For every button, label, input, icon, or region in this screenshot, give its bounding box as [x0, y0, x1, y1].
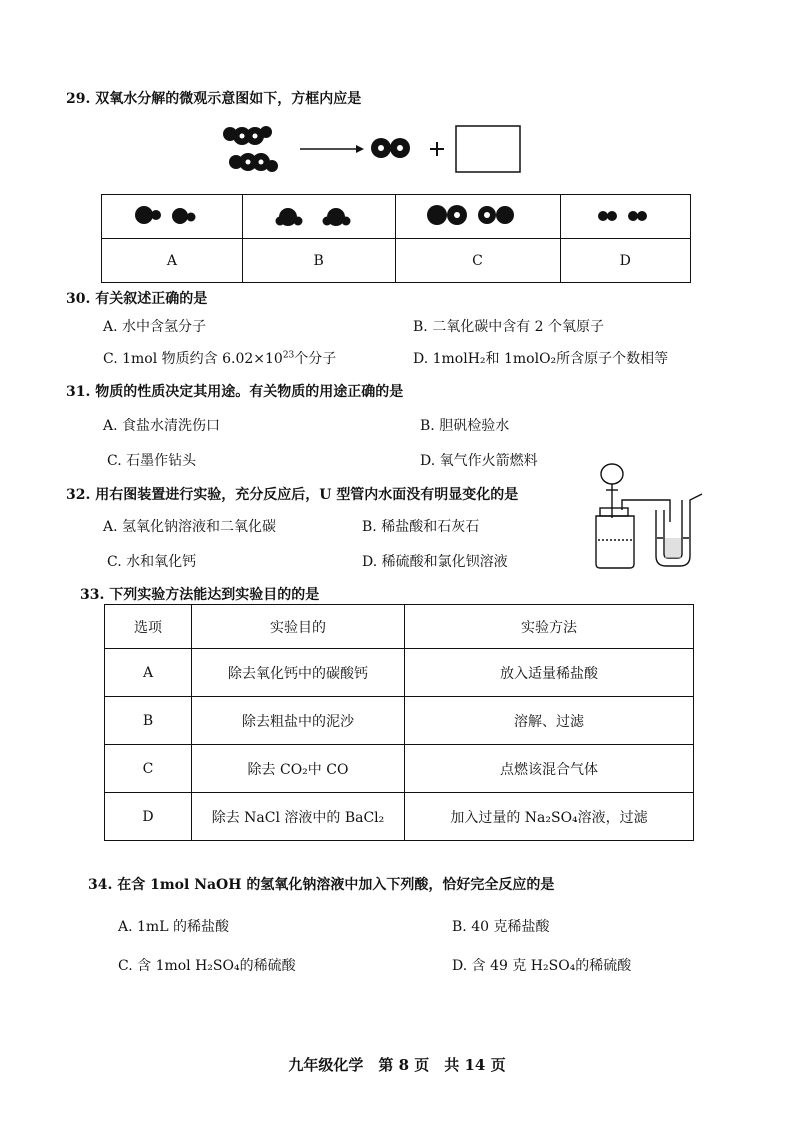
table-row: [105, 697, 694, 745]
h2o2-molecules-icon: [223, 126, 278, 172]
option-label: D: [560, 239, 690, 283]
flask-icon: [596, 516, 634, 568]
q34-option-a: A. 1mL 的稀盐酸: [118, 919, 229, 935]
q30-option-d: D. 1molH₂和 1molO₂所含原子个数相等: [413, 351, 669, 367]
q32-option-b: B. 稀盐酸和石灰石: [362, 519, 480, 535]
table-cell: C: [105, 745, 192, 793]
q32-stem: 32. 用右图装置进行实验，充分反应后，U 型管内水面没有明显变化的是: [66, 487, 519, 503]
option-d-molecule-cell: [560, 195, 690, 239]
q32-option-d: D. 稀硫酸和氯化钡溶液: [362, 554, 508, 570]
q30-option-b: B. 二氧化碳中含有 2 个氧原子: [413, 319, 604, 335]
table-cell: 除去氧化钙中的碳酸钙: [192, 649, 405, 697]
q32-option-c: C. 水和氧化钙: [107, 554, 197, 570]
table-cell: A: [105, 649, 192, 697]
q34-option-b: B. 40 克稀盐酸: [452, 919, 550, 935]
table-cell: 放入适量稀盐酸: [405, 649, 694, 697]
arrow-icon: [300, 145, 364, 153]
q32-option-a: A. 氢氧化钠溶液和二氧化碳: [103, 519, 277, 535]
q33-stem: 33. 下列实验方法能达到实验目的的是: [80, 587, 320, 603]
option-a-molecule-cell: [102, 195, 243, 239]
q34-option-d: D. 含 49 克 H₂SO₄的稀硫酸: [452, 958, 632, 974]
option-label: B: [242, 239, 395, 283]
table-row: [105, 793, 694, 841]
q30-option-c-suffix: 个分子: [294, 351, 337, 367]
table-cell: 除去粗盐中的泥沙: [192, 697, 405, 745]
option-label: C: [395, 239, 560, 283]
q30-option-c-exponent: 23: [282, 350, 295, 361]
o2-molecule-icon: [371, 138, 410, 158]
q31-option-c: C. 石墨作钻头: [107, 453, 197, 469]
q29-options-table: [101, 194, 691, 283]
table-cell: B: [105, 697, 192, 745]
q34-stem: 34. 在含 1mol NaOH 的氢氧化钠溶液中加入下列酸，恰好完全反应的是: [88, 877, 555, 893]
table-cell: D: [105, 793, 192, 841]
q30-option-c: [103, 348, 336, 368]
q30-stem: 30. 有关叙述正确的是: [66, 291, 208, 307]
table-cell: 除去 NaCl 溶液中的 BaCl₂: [192, 793, 405, 841]
q31-stem: 31. 物质的性质决定其用途。有关物质的用途正确的是: [66, 384, 404, 400]
reaction-diagram: [218, 122, 528, 182]
page-footer: 九年级化学 第 8 页 共 14 页: [288, 1056, 506, 1074]
table-cell: 加入过量的 Na₂SO₄溶液，过滤: [405, 793, 694, 841]
q34-option-c: C. 含 1mol H₂SO₄的稀硫酸: [118, 958, 296, 974]
table-row: [105, 745, 694, 793]
option-label: A: [102, 239, 243, 283]
table-row: [105, 649, 694, 697]
table-header: 实验目的: [192, 605, 405, 649]
table-cell: 除去 CO₂中 CO: [192, 745, 405, 793]
table-header: 实验方法: [405, 605, 694, 649]
plus-icon: [430, 142, 444, 156]
q33-table: [104, 604, 694, 841]
separatory-funnel-icon: [601, 464, 623, 484]
option-b-molecule-cell: [242, 195, 395, 239]
option-c-molecule-cell: [395, 195, 560, 239]
answer-box: [456, 126, 520, 172]
q31-option-d: D. 氧气作火箭燃料: [420, 453, 538, 469]
apparatus-diagram: [590, 460, 710, 572]
q30-option-c-text: C. 1mol 物质约含 6.02×10: [103, 351, 283, 367]
q31-option-a: A. 食盐水清洗伤口: [103, 418, 221, 434]
q30-option-a: A. 水中含氢分子: [103, 319, 207, 335]
q31-option-b: B. 胆矾检验水: [420, 418, 510, 434]
q29-stem: 29. 双氧水分解的微观示意图如下，方框内应是: [66, 91, 362, 107]
table-cell: 溶解、过滤: [405, 697, 694, 745]
table-cell: 点燃该混合气体: [405, 745, 694, 793]
table-header: 选项: [105, 605, 192, 649]
